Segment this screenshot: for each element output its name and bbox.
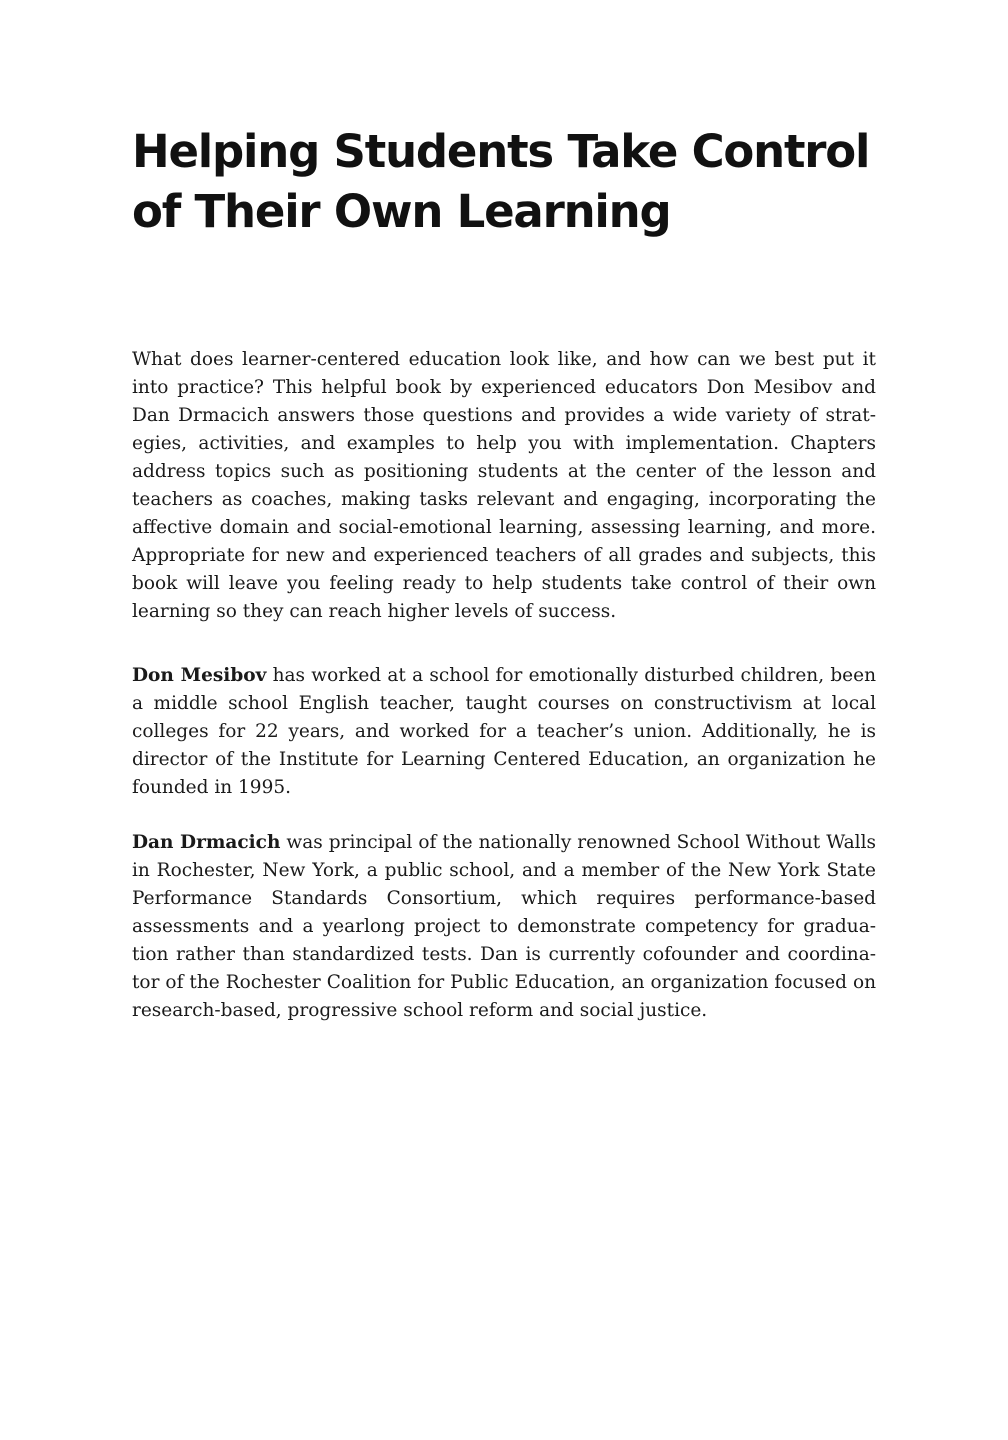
author-bio-drmacich — [132, 829, 876, 1025]
author-bio-text: was principal of the nationally renowned School Without Walls in Rochester, New York, a public school, and a member of the New York State Performance Standards Consortium, which requires performance-based assessments and a yearlong project to demonstrate competency for graduation rather than standardized tests. Dan is currently cofounder and coordinator of the Rochester Coalition for Public Education, an organization focused on research-based, progressive school reform and social justice. — [132, 832, 876, 1021]
book-description: What does learner-centered education look like, and how can we best put it into practice? This helpful book by experienced educators Don Mesibov and Dan Drmacich answers those questions and provides a wide variety of strategies, activities, and examples to help you with implementation. Chapters address topics such as positioning students at the center of the lesson and teachers as coaches, making tasks relevant and engaging, incorporating the affective domain and social-emotional learning, assessing learning, and more. Appropriate for new and experienced teachers of all grades and subjects, this book will leave you feeling ready to help students take control of their own learning so they can reach higher levels of success. — [132, 349, 876, 622]
author-bio-mesibov — [132, 662, 876, 802]
page-title: Helping Students Take Control of Their Own Learning — [132, 125, 870, 238]
author-bio-text: has worked at a school for emotionally disturbed children, been a middle school English teacher, taught courses on constructivism at local colleges for 22 years, and worked for a teacher’s union. Additionally, he is director of the Institute for Learning Centered Education, an organization he founded in 1995. — [132, 665, 876, 798]
author-name: Don Mesibov — [132, 665, 267, 686]
author-name: Dan Drmacich — [132, 832, 281, 853]
